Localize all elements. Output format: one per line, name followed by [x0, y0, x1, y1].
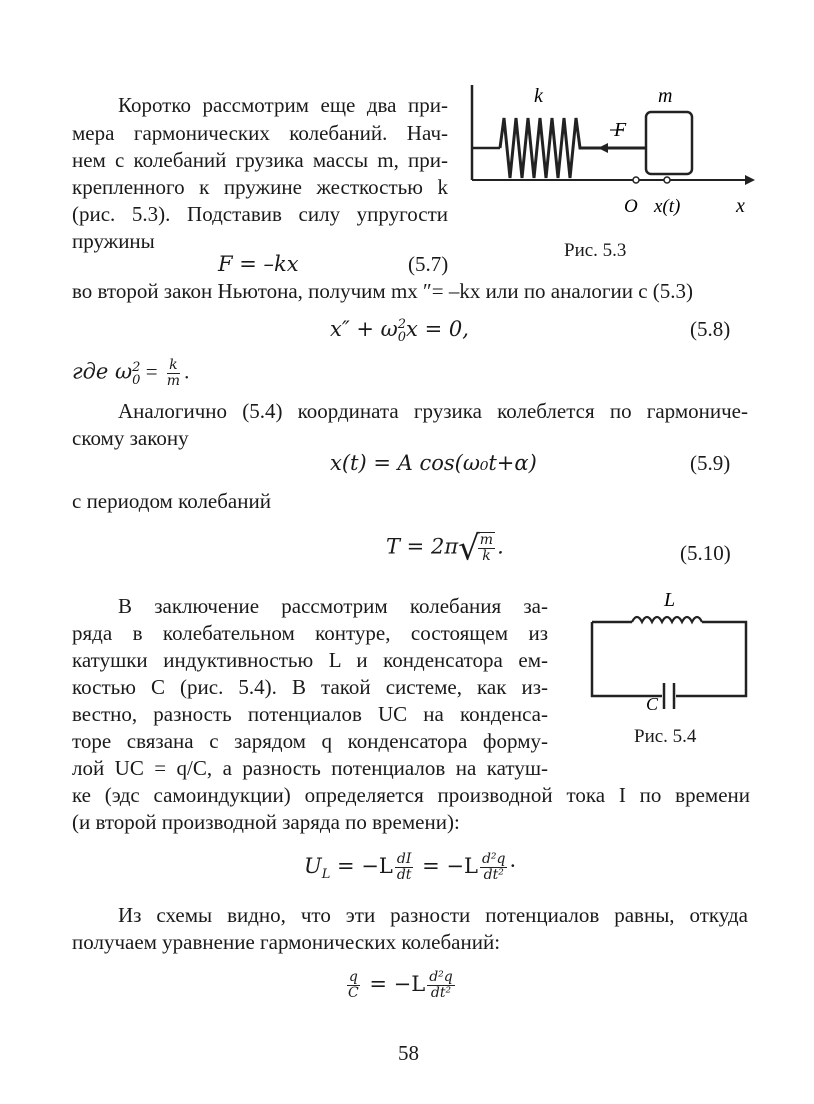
- figure-5-4-lc-circuit: [584, 586, 754, 711]
- period-paragraph: с периодом колебаний: [72, 489, 271, 513]
- force-label: F: [614, 119, 627, 141]
- circuit-line-1: В заключение рассмотрим колебания за-: [118, 594, 548, 618]
- equation-5-8: x″ + ω 2 0 x = 0,: [330, 316, 469, 345]
- scheme-line-1: Из схемы видно, что эти разности потенциалов равны, откуда: [118, 903, 748, 927]
- spring-k-label: k: [534, 85, 543, 107]
- figure-5-3-caption: Рис. 5.3: [564, 240, 627, 261]
- circuit-line-5: вестно, разность потенциалов UC на конденса-: [72, 702, 548, 726]
- intro-line-5: (рис. 5.3). Подставив силу упругости: [72, 202, 448, 226]
- capacitor-C-label: C: [646, 694, 659, 711]
- intro-line-1: Коротко рассмотрим еще два при-: [118, 93, 448, 117]
- circuit-line-4: костью C (рис. 5.4). В такой системе, как из-: [72, 675, 548, 699]
- page-number: 58: [398, 1041, 419, 1065]
- origin-label: O: [624, 196, 638, 217]
- analog-line-2: скому закону: [72, 426, 189, 450]
- x-axis-label: x: [736, 195, 745, 217]
- circuit-line-9: (и второй производной заряда по времени):: [72, 810, 460, 834]
- intro-line-3: нем с колебаний грузика массы m, при-: [72, 148, 448, 172]
- equation-5-8-number: (5.8): [690, 317, 731, 341]
- equation-5-9-number: (5.9): [690, 451, 731, 475]
- circuit-line-8: ке (эдс самоиндукции) определяется производной тока I по времени: [72, 783, 750, 807]
- equation-final: $\frac{q}{C}$ = −L $\frac{\text{d²q}}{\text{dt²}}$: [348, 969, 453, 1001]
- intro-line-2: мера гармонических колебаний. Нач-: [72, 121, 448, 145]
- intro-line-6: пружины: [72, 229, 155, 253]
- xt-label: x(t): [654, 196, 681, 217]
- analog-line-1: Аналогично (5.4) координата грузика колеблется по гармониче-: [118, 399, 748, 423]
- equation-5-7-number: (5.7): [408, 252, 449, 276]
- circuit-line-6: торе связана с зарядом q конденсатора форму-: [72, 729, 548, 753]
- equation-5-10-number: (5.10): [680, 541, 731, 565]
- circuit-line-3: катушки индуктивностью L и конденсатора ем-: [72, 648, 548, 672]
- scheme-line-2: получаем уравнение гармонических колебаний:: [72, 930, 501, 954]
- circuit-line-7: лой UC = q/C, а разность потенциалов на катуш-: [72, 756, 548, 780]
- equation-UL: $U_L = -L$ $\frac{dI}{dt}$ = −L $\frac{\text{d²q}}{\text{dt²}}$ ·: [304, 851, 517, 883]
- inductor-L-label: L: [664, 589, 676, 611]
- mass-m-label: m: [658, 85, 673, 107]
- equation-5-7: F = –kx: [218, 252, 299, 276]
- newton-paragraph: во второй закон Ньютона, получим mx ″= –kx или по аналогии с (5.3): [72, 279, 693, 303]
- omega-definition: где ω 2 0 = $\frac{k}{m}$ .: [72, 357, 190, 389]
- intro-line-4: крепленного к пружине жесткостью k: [72, 175, 448, 199]
- figure-5-4-caption: Рис. 5.4: [634, 726, 697, 747]
- equation-5-9: x(t) = A cos(ω₀t+α): [330, 451, 537, 475]
- equation-5-10: T = 2π√ $\frac{m}{k}$ .: [386, 528, 504, 569]
- circuit-line-2: ряда в колебательном контуре, состоящем из: [72, 621, 548, 645]
